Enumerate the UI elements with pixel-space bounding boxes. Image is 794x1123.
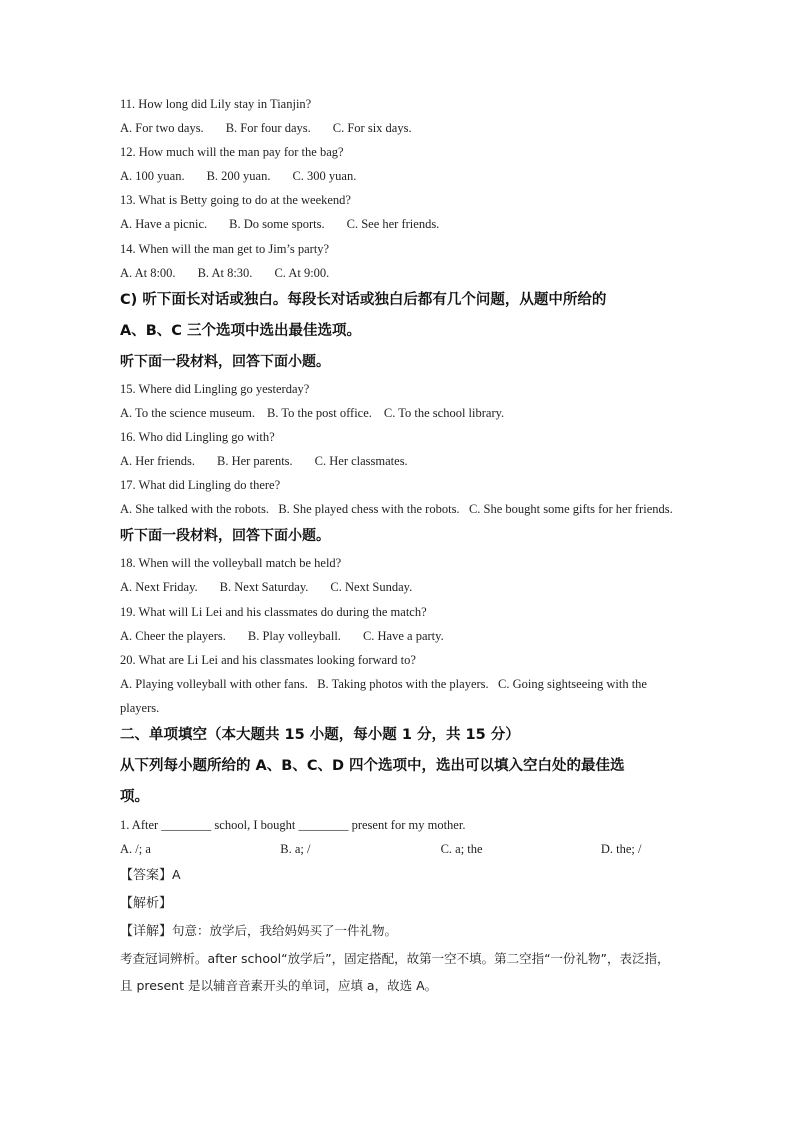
section-c-heading-line1: C) 听下面长对话或独白。每段长对话或独白后都有几个问题，从题中所给的 — [120, 291, 607, 308]
option-b: B. a; / — [280, 842, 311, 857]
option-b: B. At 8:30. — [197, 265, 253, 280]
option-a: A. Her friends. — [120, 454, 195, 469]
analysis-tag: 【解析】 — [120, 896, 173, 912]
option-b: B. For four days. — [225, 121, 311, 136]
option-a: A. Playing volleyball with other fans. — [120, 676, 308, 691]
option-b: B. She played chess with the robots. — [278, 502, 460, 517]
option-c: C. Going sightseeing with the players. — [120, 676, 647, 715]
question-14-options — [120, 261, 680, 285]
detail-line — [120, 917, 680, 945]
section-2-instruction-line2: 项。 — [120, 788, 149, 805]
section-c-heading-line2: A、B、C 三个选项中选出最佳选项。 — [120, 322, 361, 339]
option-d: D. the; / — [600, 842, 642, 857]
question-17-options — [120, 497, 680, 521]
option-a: A. At 8:00. — [120, 265, 176, 280]
option-b: B. To the post office. — [266, 405, 372, 420]
explanation-text: 考查冠词辨析。after school“放学后”，固定搭配，故第一空不填。第二空指“一份礼物”，表泛指，且 present 是以辅音音素开头的单词，应填 a，故选 A。 — [120, 951, 670, 994]
detail-tag: 【详解】 — [120, 924, 173, 940]
section-2-title: 二、单项填空（本大题共 15 小题，每小题 1 分，共 15 分） — [120, 726, 520, 743]
question-20-stem: 20. What are Li Lei and his classmates looking forward to? — [120, 652, 416, 667]
question-20-options — [120, 672, 680, 720]
question-18-options — [120, 575, 680, 599]
section-2-instruction-line1: 从下列每小题所给的 A、B、C、D 四个选项中，选出可以填入空白处的最佳选 — [120, 757, 625, 774]
option-a: A. Have a picnic. — [120, 217, 208, 232]
option-a: A. /; a — [120, 842, 151, 857]
question-17-stem: 17. What did Lingling do there? — [120, 478, 281, 493]
option-c: C. At 9:00. — [274, 265, 330, 280]
option-b: B. Next Saturday. — [219, 580, 309, 595]
option-c: C. 300 yuan. — [292, 169, 357, 184]
question-16-stem: 16. Who did Lingling go with? — [120, 429, 275, 444]
question-11-stem: 11. How long did Lily stay in Tianjin? — [120, 97, 312, 111]
document-page — [120, 92, 680, 999]
option-c: C. She bought some gifts for her friends. — [468, 502, 673, 517]
question-19-stem: 19. What will Li Lei and his classmates do during the match? — [120, 604, 427, 619]
answer-tag: 【答案】 — [120, 868, 173, 884]
option-c: C. Her classmates. — [314, 454, 408, 469]
option-a: A. She talked with the robots. — [120, 502, 269, 517]
material-heading-2: 听下面一段材料，回答下面小题。 — [120, 528, 330, 545]
question-12-options — [120, 164, 680, 188]
answer-line — [120, 861, 680, 889]
answer-value: A — [172, 867, 181, 883]
material-heading-1: 听下面一段材料，回答下面小题。 — [120, 353, 330, 370]
question-15-stem: 15. Where did Lingling go yesterday? — [120, 381, 310, 396]
practice-1-stem: 1. After ________ school, I bought ________ present for my mother. — [120, 817, 466, 832]
question-14-stem: 14. When will the man get to Jim’s party? — [120, 241, 330, 256]
question-12-stem: 12. How much will the man pay for the bag? — [120, 145, 344, 160]
question-13-stem: 13. What is Betty going to do at the weekend? — [120, 193, 351, 208]
option-b: B. Taking photos with the players. — [317, 676, 489, 691]
question-16-options — [120, 449, 680, 473]
option-c: C. Next Sunday. — [330, 580, 413, 595]
option-b: B. Do some sports. — [229, 217, 325, 232]
option-b: B. 200 yuan. — [206, 169, 271, 184]
analysis-line — [120, 889, 680, 917]
question-15-options — [120, 401, 680, 425]
question-18-stem: 18. When will the volleyball match be held? — [120, 556, 342, 571]
option-c: C. Have a party. — [362, 628, 444, 643]
practice-1-options — [120, 837, 680, 861]
option-c: C. For six days. — [332, 121, 412, 136]
option-a: A. 100 yuan. — [120, 169, 185, 184]
option-b: B. Her parents. — [216, 454, 293, 469]
option-c: C. To the school library. — [383, 405, 505, 420]
option-c: C. a; the — [440, 842, 483, 857]
option-a: A. To the science museum. — [120, 405, 255, 420]
option-a: A. Cheer the players. — [120, 628, 226, 643]
detail-text: 句意：放学后，我给妈妈买了一件礼物。 — [172, 923, 398, 939]
option-b: B. Play volleyball. — [247, 628, 341, 643]
option-a: A. For two days. — [120, 121, 204, 136]
question-11-options — [120, 116, 680, 140]
option-a: A. Next Friday. — [120, 580, 198, 595]
option-c: C. See her friends. — [346, 217, 440, 232]
question-13-options — [120, 212, 680, 236]
question-19-options — [120, 624, 680, 648]
